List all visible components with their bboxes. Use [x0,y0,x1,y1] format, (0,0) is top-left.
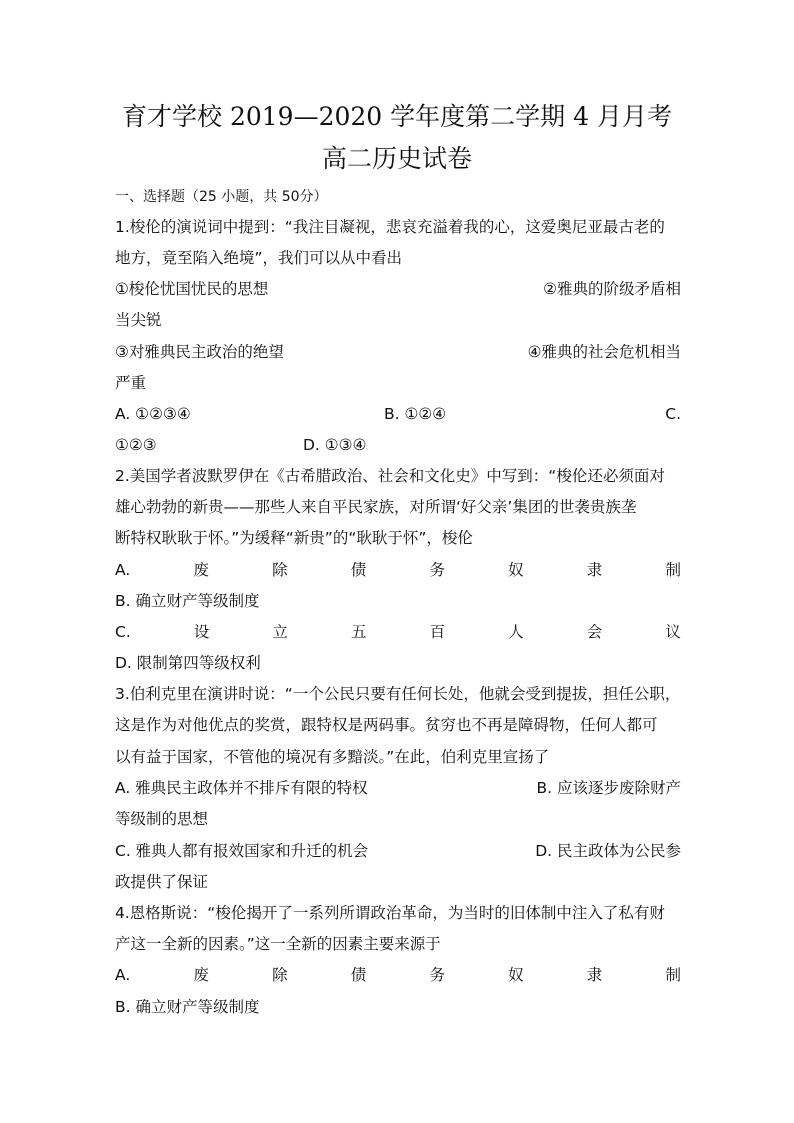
q1-item3: ③对雅典民主政治的绝望 [115,343,284,361]
q1-items-row2 [115,341,681,363]
q2-option-c-char: 设 [193,623,210,641]
q1-options-row1 [115,403,681,425]
exam-title: 育才学校 2019—2020 学年度第二学期 4 月月考 [122,102,672,131]
q3-options-row1 [115,777,681,799]
q3-option-d-cont: 政提供了保证 [115,873,209,891]
q4-option-a-char: 除 [272,966,288,984]
q4-option-a-char: 务 [429,966,445,984]
q4-option-b: B. 确立财产等级制度 [115,998,260,1016]
q1-options-row2 [115,434,681,456]
q4-option-a-label: A. [115,966,131,984]
q2-option-c-char: 议 [665,623,681,641]
q2-option-a-label: A. [115,561,131,579]
q4-stem-line1: 4.恩格斯说：“梭伦揭开了一系列所谓政治革命，为当时的旧体制中注入了私有财 [115,904,665,922]
q3-stem-line2: 这是作为对他优点的奖赏，跟特权是两码事。贫穷也不再是障碍物，任何人都可 [115,716,658,734]
q1-option-c-label: C. [665,405,681,423]
q1-stem-line1: 1.梭伦的演说词中提到：“我注目凝视，悲哀充溢着我的心，这爱奥尼亚最古老的 [115,218,665,236]
q2-option-a-char: 奴 [508,561,524,579]
q3-stem-line1: 3.伯利克里在演讲时说：“一个公民只要有任何长处，他就会受到提拔，担任公职， [115,685,681,703]
q1-item4-cont: 严重 [115,374,147,392]
q1-option-a: A. ①②③④ [115,405,191,423]
q4-option-a-char: 废 [193,966,209,984]
q2-option-a-char: 废 [193,561,209,579]
q4-option-a [115,964,681,986]
q3-option-b: B. 应该逐步废除财产 [536,779,681,797]
q2-stem-line2: 雄心勃勃的新贵——那些人来自平民家族，对所谓‘好父亲’集团的世袭贵族垄 [115,498,637,516]
exam-subtitle: 高二历史试卷 [321,144,472,173]
q2-option-a-char: 制 [665,561,681,579]
q2-option-a-char: 债 [350,561,367,579]
q2-option-a-char: 除 [272,561,288,579]
q2-option-b: B. 确立财产等级制度 [115,592,260,610]
q3-option-a: A. 雅典民主政体并不排斥有限的特权 [115,779,368,797]
q4-stem-line2: 产这一全新的因素。”这一全新的因素主要来源于 [115,935,441,953]
q1-stem-line2: 地方，竟至陷入绝境”，我们可以从中看出 [115,249,403,267]
q1-item4: ④雅典的社会危机相当 [527,343,681,361]
q2-option-a-char: 务 [429,561,445,579]
q3-option-b-cont: 等级制的思想 [115,810,209,828]
q3-stem-line3: 以有益于国家，不管他的境况有多黯淡。”在此，伯利克里宣扬了 [115,748,550,766]
q2-option-c [115,621,681,643]
q1-items-row1 [115,278,681,300]
q2-option-c-char: 百 [429,623,446,641]
q2-option-c-char: 会 [586,623,603,641]
q2-option-d: D. 限制第四等级权利 [115,654,261,672]
q1-option-c-value: ①②③ [115,436,157,454]
q4-option-a-char: 制 [665,966,681,984]
q1-item1: ①梭伦忧国忧民的思想 [115,280,269,298]
q2-option-a [115,559,681,581]
section-heading: 一、选择题（25 小题，共 50分） [115,189,328,205]
q3-option-d: D. 民主政体为公民参 [535,842,681,860]
q2-option-c-char: 五 [351,623,367,641]
q2-stem-line3: 断特权耿耿于怀。”为缓释“新贵”的“耿耿于怀”，梭伦 [115,529,473,547]
q3-options-row2 [115,840,681,862]
q2-option-c-char: 立 [272,623,288,641]
q4-option-a-char: 奴 [508,966,524,984]
q1-item2: ②雅典的阶级矛盾相 [543,280,681,298]
q2-stem-line1: 2.美国学者波默罗伊在《古希腊政治、社会和文化史》中写到：“梭伦还必须面对 [115,467,665,485]
q4-option-a-char: 隶 [586,966,603,984]
q2-option-a-char: 隶 [586,561,603,579]
q1-option-d: D. ①③④ [303,436,367,454]
q3-option-c: C. 雅典人都有报效国家和升迁的机会 [115,842,369,860]
q1-option-b: B. ①②④ [384,405,447,423]
q4-option-a-char: 债 [350,966,367,984]
q2-option-c-char: 人 [508,623,524,641]
q2-option-c-label: C. [115,623,131,641]
q1-item2-cont: 当尖锐 [115,311,162,329]
